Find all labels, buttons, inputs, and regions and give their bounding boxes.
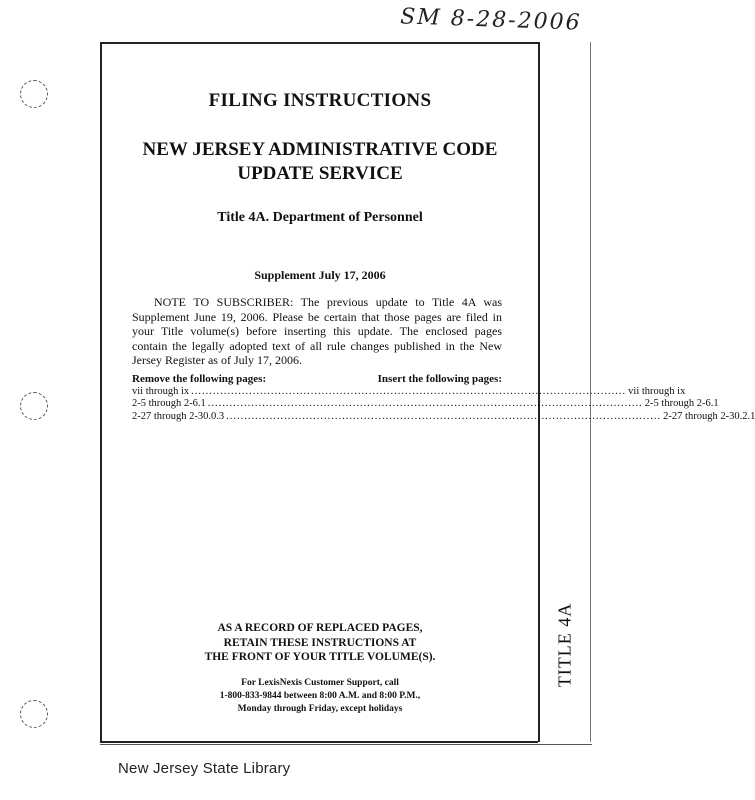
- punch-hole-bottom: [20, 700, 48, 728]
- insert-pages: vii through ix: [628, 385, 686, 397]
- side-tab: [540, 590, 590, 700]
- support-line1: For LexisNexis Customer Support, call: [241, 678, 399, 688]
- punch-hole-middle: [20, 392, 48, 420]
- code-title: [102, 138, 538, 186]
- support-line2: 1-800-833-9844 between 8:00 A.M. and 8:00 P.M.,: [219, 691, 421, 701]
- remove-pages: vii through ix: [132, 385, 190, 397]
- subscriber-note: NOTE TO SUBSCRIBER: The previous update to Title 4A was Supplement June 19, 2006. Please be certain that those pages are filed in your Title volume(s) before inserting this update. The enclosed pages contain the legally adopted text of all rule changes published in the New Jersey Register as of July 17, 2006.: [132, 295, 502, 367]
- pages-table-header: [132, 373, 502, 386]
- insert-header: Insert the following pages:: [377, 373, 502, 385]
- title-subject: Title 4A. Department of Personnel: [217, 210, 423, 225]
- support-line3: Monday through Friday, except holidays: [237, 704, 403, 714]
- record-line2: RETAIN THESE INSTRUCTIONS AT: [223, 636, 417, 649]
- insert-pages: 2-27 through 2-30.2.1: [663, 410, 755, 422]
- punch-hole-top: [20, 80, 48, 108]
- record-instruction: [102, 621, 538, 665]
- remove-pages: 2-5 through 2-6.1: [132, 398, 206, 409]
- document-heading: FILING INSTRUCTIONS: [208, 90, 432, 111]
- remove-pages: 2-27 through 2-30.0.3: [132, 410, 225, 422]
- code-title-line1: NEW JERSEY ADMINISTRATIVE CODE: [142, 139, 498, 160]
- dot-leader: ........................................................................................................................: [207, 398, 643, 409]
- table-row: [132, 385, 686, 399]
- table-row: [132, 398, 719, 411]
- library-stamp: New Jersey State Library: [118, 760, 291, 777]
- table-row: [132, 410, 755, 424]
- page-shadow-line: [100, 744, 592, 745]
- customer-support: [102, 677, 538, 716]
- record-line3: THE FRONT OF YOUR TITLE VOLUME(S).: [204, 651, 436, 663]
- side-tab-label: TITLE 4A: [554, 602, 575, 688]
- page-frame-bottom: [100, 741, 538, 743]
- page-frame-top: [100, 42, 538, 44]
- pages-table: [132, 373, 755, 423]
- insert-pages: 2-5 through 2-6.1: [644, 398, 719, 409]
- remove-header: Remove the following pages:: [132, 373, 267, 385]
- supplement-date: Supplement July 17, 2006: [254, 268, 386, 282]
- code-title-line2: UPDATE SERVICE: [237, 163, 403, 184]
- handwritten-date-note: SM 8-28-2006: [399, 4, 582, 36]
- dot-leader: ........................................................................................................................: [191, 385, 627, 397]
- record-line1: AS A RECORD OF REPLACED PAGES,: [217, 622, 423, 634]
- dot-leader: ........................................................................................................................: [226, 410, 662, 422]
